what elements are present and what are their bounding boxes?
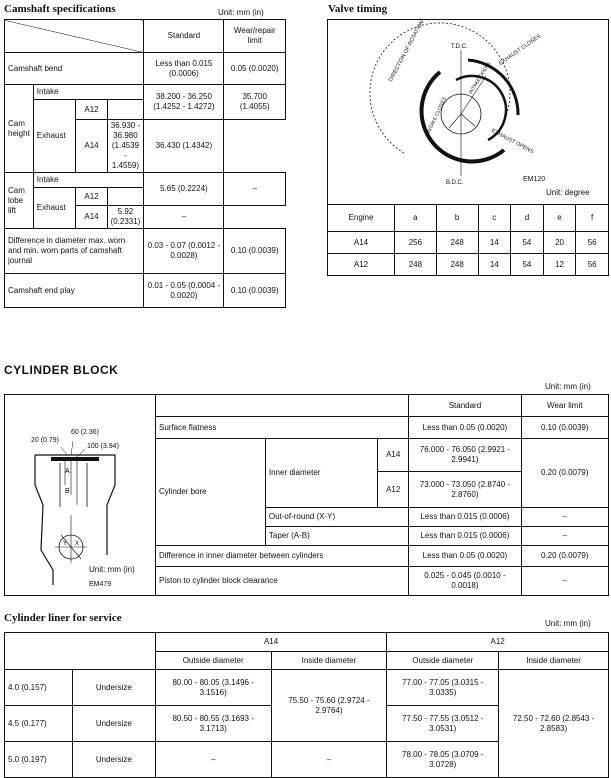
valve-unit: Unit: degree xyxy=(546,188,590,197)
journal-diff-label: Difference in diameter max. worn and min. worn parts of camshaft journal xyxy=(5,229,144,274)
liner-title: Cylinder liner for service xyxy=(4,612,122,624)
cam-lobe-a12-limit: – xyxy=(224,173,286,206)
valve-cell-1-4: 54 xyxy=(511,254,544,276)
valve-cell-0-2: 248 xyxy=(436,232,478,254)
cam-height-label: Cam height xyxy=(5,85,34,173)
valve-header-0: Engine xyxy=(328,205,395,232)
taper-limit: – xyxy=(521,527,609,546)
valve-cell-0-1: 256 xyxy=(395,232,437,254)
out-of-round-label: Out-of-round (X-Y) xyxy=(265,508,409,527)
valve-cell-0-3: 14 xyxy=(478,232,511,254)
figure-code: EM479 xyxy=(89,581,112,588)
header-standard: Standard xyxy=(144,20,224,53)
valve-header-4: d xyxy=(511,205,544,232)
cam-lobe-a12: A12 xyxy=(76,188,107,206)
intake-closes-label: INTAKE CLOSES xyxy=(426,96,449,135)
cylinder-diff-limit: 0.20 (0.0079) xyxy=(521,546,609,567)
valve-header-1: a xyxy=(395,205,437,232)
out-of-round-std: Less than 0.015 (0.0006) xyxy=(409,508,521,527)
inner-a14-std: 76.000 - 76.050 (2.9921 - 2.9941) xyxy=(409,439,521,472)
piston-clearance-label: Piston to cylinder block clearance xyxy=(156,567,409,596)
liner-a12-od-1: 77.50 - 77.55 (3.0512 - 3.0531) xyxy=(387,706,499,742)
header-wear-limit: Wear/repair limit xyxy=(224,20,286,53)
svg-text:X: X xyxy=(75,541,80,547)
surface-flatness-std: Less than 0.05 (0.0020) xyxy=(409,417,521,439)
liner-a12-header: A12 xyxy=(387,633,609,652)
figure-code: EM120 xyxy=(523,176,546,183)
cylinder-diff-std: Less than 0.05 (0.0020) xyxy=(409,546,521,567)
cylinder-block-figure xyxy=(4,394,156,596)
inner-diameter-label: Inner diameter xyxy=(265,439,377,508)
valve-header-6: f xyxy=(576,205,609,232)
cam-height-a12: A12 xyxy=(76,100,107,120)
svg-text:A: A xyxy=(65,468,70,475)
end-play-label: Camshaft end play xyxy=(5,274,144,308)
out-of-round-limit: – xyxy=(521,508,609,527)
svg-text:B: B xyxy=(65,488,70,495)
cam-height-intake-std: 38.200 - 36.250 (1.4252 - 1.4272) xyxy=(144,85,224,120)
cylinder-block-unit: Unit: mm (in) xyxy=(545,382,591,391)
cam-height-exhaust-label: Exhaust xyxy=(33,100,76,173)
cam-lobe-a14: A14 xyxy=(76,206,107,229)
piston-clearance-limit: – xyxy=(521,567,609,596)
valve-cell-0-4: 54 xyxy=(511,232,544,254)
valve-cell-1-0: A12 xyxy=(328,254,395,276)
liner-size-1: 4.5 (0.177) xyxy=(5,706,73,742)
camshaft-bend-std: Less than 0.015 (0.0006) xyxy=(144,53,224,85)
taper-std: Less than 0.015 (0.0006) xyxy=(409,527,521,546)
inner-a12: A12 xyxy=(377,472,408,508)
valve-cell-1-2: 248 xyxy=(436,254,478,276)
cylinder-block-title: CYLINDER BLOCK xyxy=(4,363,119,377)
liner-a12-od-2: 78.00 - 78.05 (3.0709 - 3.0728) xyxy=(387,742,499,778)
cylinder-diff-label: Difference in inner diameter between cylinders xyxy=(156,546,409,567)
liner-a14-od-2: – xyxy=(155,742,271,778)
valve-timing-title: Valve timing xyxy=(328,3,388,15)
tdc-label: T.D.C. xyxy=(451,44,468,50)
exhaust-opens-label: EXHAUST OPENS xyxy=(490,128,535,156)
valve-cell-1-1: 248 xyxy=(395,254,437,276)
inner-limit: 0.20 (0.0079) xyxy=(521,439,609,508)
cam-height-exhaust-a14-std: 36.930 - 36.980 (1.4539 - 1.4559) xyxy=(107,120,144,173)
valve-timing-figure xyxy=(327,19,609,205)
piston-clearance-std: 0.025 - 0.045 (0.0010 - 0.0018) xyxy=(409,567,521,596)
cylinder-block-table xyxy=(155,394,609,596)
journal-diff-std: 0.03 - 0.07 (0.0012 - 0.0028) xyxy=(144,229,224,274)
liner-a14-id: 75.50 - 75.60 (2.9724 - 2.9764) xyxy=(271,670,387,742)
surface-flatness-limit: 0.10 (0.0039) xyxy=(521,417,609,439)
liner-a12-od-0: 77.00 - 77.05 (3.0315 - 3.0335) xyxy=(387,670,499,706)
liner-unit: Unit: mm (in) xyxy=(545,619,591,628)
liner-size-0: 4.0 (0.157) xyxy=(5,670,73,706)
valve-cell-0-5: 20 xyxy=(543,232,576,254)
dim-20: 20 (0.79) xyxy=(31,437,60,444)
liner-undersize-1: Undersize xyxy=(72,706,155,742)
valve-cell-1-3: 14 xyxy=(478,254,511,276)
surface-flatness-label: Surface flatness xyxy=(156,417,409,439)
svg-text:Y: Y xyxy=(63,541,68,547)
inner-a12-std: 73.000 - 73.050 (2.8740 - 2.8760) xyxy=(409,472,521,508)
exhaust-closes-label: EXHAUST CLOSES xyxy=(498,33,543,67)
a12-od-header: Outside diameter xyxy=(387,652,499,670)
a12-id-header: Inside diameter xyxy=(499,652,609,670)
liner-a14-od-1: 80.50 - 80.55 (3.1693 - 3.1713) xyxy=(155,706,271,742)
valve-cell-0-6: 56 xyxy=(576,232,609,254)
cam-lobe-intake-label: Intake xyxy=(33,173,144,188)
header-standard: Standard xyxy=(409,395,521,417)
inner-a14: A14 xyxy=(377,439,408,472)
cam-lobe-a14-std: 5.92 (0.2331) xyxy=(107,206,144,229)
liner-undersize-2: Undersize xyxy=(72,742,155,778)
camshaft-bend-label: Camshaft bend xyxy=(5,53,144,85)
end-play-limit: 0.10 (0.0039) xyxy=(224,274,286,308)
journal-diff-limit: 0.10 (0.0039) xyxy=(224,229,286,274)
intake-opens-label: INTAKE OPENS xyxy=(468,60,493,96)
taper-label: Taper (A-B) xyxy=(265,527,409,546)
liner-undersize-0: Undersize xyxy=(72,670,155,706)
valve-cell-0-0: A14 xyxy=(328,232,395,254)
header-wear-limit: Wear limit xyxy=(521,395,609,417)
header-corner xyxy=(5,20,144,53)
a14-od-header: Outside diameter xyxy=(155,652,271,670)
valve-timing-diagram xyxy=(328,20,608,204)
cam-lobe-a14-limit: – xyxy=(144,206,224,229)
cam-height-intake-label: Intake xyxy=(33,85,144,100)
valve-header-2: b xyxy=(436,205,478,232)
cam-height-exhaust-a14-limit: 36.430 (1.4342) xyxy=(144,120,224,173)
cam-height-a14: A14 xyxy=(76,120,107,173)
a14-id-header: Inside diameter xyxy=(271,652,387,670)
end-play-std: 0.01 - 0.05 (0.0004 - 0.0020) xyxy=(144,274,224,308)
camshaft-title: Camshaft specifications xyxy=(4,3,116,15)
cylinder-bore-label: Cylinder bore xyxy=(156,439,266,546)
valve-header-3: c xyxy=(478,205,511,232)
cam-lobe-exhaust-label: Exhaust xyxy=(33,188,76,229)
liner-a14-id-last: – xyxy=(271,742,387,778)
dim-60: 60 (2.36) xyxy=(71,429,100,436)
liner-table xyxy=(4,632,609,778)
cam-lobe-a12-std: 5.65 (0.2224) xyxy=(144,173,224,206)
valve-timing-table xyxy=(327,204,609,276)
cam-height-intake-limit: 35.700 (1.4055) xyxy=(224,85,286,120)
rotation-label: DIRECTION OF ROTATION xyxy=(388,19,426,83)
liner-a14-header: A14 xyxy=(155,633,387,652)
valve-header-5: e xyxy=(543,205,576,232)
cam-lobe-label: Cam lobe lift xyxy=(5,173,34,229)
liner-size-2: 5.0 (0.197) xyxy=(5,742,73,778)
camshaft-unit: Unit: mm (in) xyxy=(218,8,264,17)
bdc-label: B.D.C. xyxy=(446,180,464,186)
camshaft-table xyxy=(4,19,286,308)
liner-a14-od-0: 80.00 - 80.05 (3.1496 - 3.1516) xyxy=(155,670,271,706)
figure-unit: Unit: mm (in) xyxy=(89,565,135,574)
liner-a12-id: 72.50 - 72.60 (2.8543 - 2.8583) xyxy=(499,670,609,778)
valve-cell-1-5: 12 xyxy=(543,254,576,276)
dim-100: 100 (3.94) xyxy=(87,443,119,450)
valve-cell-1-6: 56 xyxy=(576,254,609,276)
camshaft-bend-limit: 0.05 (0.0020) xyxy=(224,53,286,85)
